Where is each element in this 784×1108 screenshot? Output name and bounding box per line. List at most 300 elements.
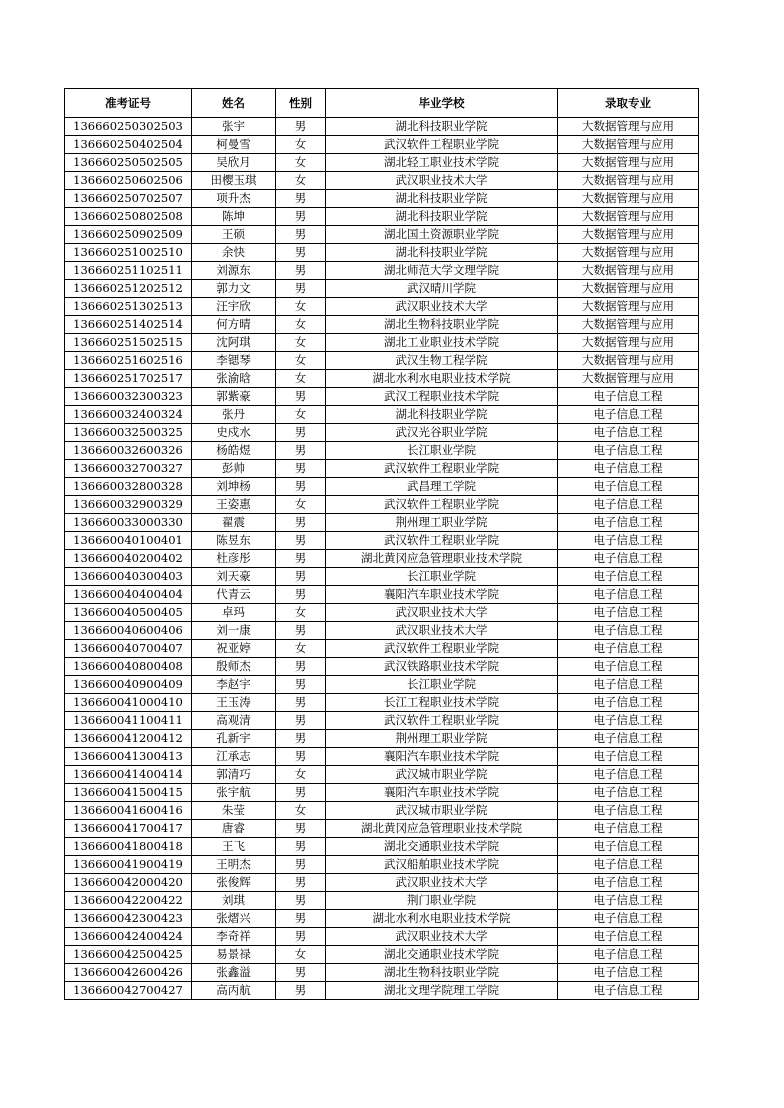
cell-gender: 男: [276, 424, 326, 442]
header-name: 姓名: [192, 89, 276, 118]
cell-school: 湖北交通职业技术学院: [326, 838, 558, 856]
cell-major: 大数据管理与应用: [558, 352, 699, 370]
cell-exam-id: 136660040500405: [65, 604, 192, 622]
cell-exam-id: 136660042000420: [65, 874, 192, 892]
cell-gender: 女: [276, 766, 326, 784]
table-header: [65, 89, 699, 118]
cell-major: 大数据管理与应用: [558, 244, 699, 262]
table-row: [65, 856, 699, 874]
cell-name: 郭清巧: [192, 766, 276, 784]
cell-school: 武汉职业技术大学: [326, 298, 558, 316]
table-row: [65, 190, 699, 208]
cell-major: 电子信息工程: [558, 676, 699, 694]
cell-gender: 男: [276, 856, 326, 874]
cell-major: 大数据管理与应用: [558, 280, 699, 298]
cell-school: 武汉软件工程职业学院: [326, 712, 558, 730]
cell-name: 项升杰: [192, 190, 276, 208]
cell-school: 湖北文理学院理工学院: [326, 982, 558, 1000]
table-row: [65, 532, 699, 550]
cell-school: 武汉城市职业学院: [326, 802, 558, 820]
cell-gender: 男: [276, 748, 326, 766]
cell-major: 电子信息工程: [558, 460, 699, 478]
cell-exam-id: 136660040900409: [65, 676, 192, 694]
cell-gender: 女: [276, 640, 326, 658]
table-row: [65, 298, 699, 316]
cell-major: 电子信息工程: [558, 442, 699, 460]
cell-exam-id: 136660041400414: [65, 766, 192, 784]
cell-major: 电子信息工程: [558, 514, 699, 532]
cell-gender: 男: [276, 730, 326, 748]
cell-gender: 男: [276, 388, 326, 406]
cell-school: 武汉职业技术大学: [326, 604, 558, 622]
cell-school: 荆州理工职业学院: [326, 514, 558, 532]
cell-exam-id: 136660251702517: [65, 370, 192, 388]
cell-gender: 女: [276, 298, 326, 316]
table-row: [65, 694, 699, 712]
table-row: [65, 676, 699, 694]
cell-exam-id: 136660032300323: [65, 388, 192, 406]
cell-gender: 男: [276, 622, 326, 640]
cell-name: 张宇航: [192, 784, 276, 802]
cell-exam-id: 136660250702507: [65, 190, 192, 208]
table-row: [65, 964, 699, 982]
cell-name: 彭帅: [192, 460, 276, 478]
cell-name: 孔新宇: [192, 730, 276, 748]
cell-school: 武汉软件工程职业学院: [326, 532, 558, 550]
cell-gender: 男: [276, 694, 326, 712]
cell-school: 武汉生物工程学院: [326, 352, 558, 370]
cell-school: 襄阳汽车职业技术学院: [326, 784, 558, 802]
table-row: [65, 424, 699, 442]
cell-school: 湖北交通职业技术学院: [326, 946, 558, 964]
cell-name: 江承志: [192, 748, 276, 766]
cell-major: 电子信息工程: [558, 964, 699, 982]
table-row: [65, 802, 699, 820]
cell-exam-id: 136660250402504: [65, 136, 192, 154]
cell-school: 武汉铁路职业技术学院: [326, 658, 558, 676]
table-row: [65, 208, 699, 226]
table-row: [65, 946, 699, 964]
cell-gender: 男: [276, 532, 326, 550]
table-row: [65, 406, 699, 424]
header-gender: 性别: [276, 89, 326, 118]
cell-gender: 女: [276, 352, 326, 370]
table-row: [65, 892, 699, 910]
cell-exam-id: 136660041000410: [65, 694, 192, 712]
cell-gender: 男: [276, 784, 326, 802]
cell-major: 电子信息工程: [558, 910, 699, 928]
cell-exam-id: 136660042400424: [65, 928, 192, 946]
cell-gender: 男: [276, 514, 326, 532]
cell-name: 李赵宇: [192, 676, 276, 694]
table-row: [65, 784, 699, 802]
cell-exam-id: 136660041900419: [65, 856, 192, 874]
cell-exam-id: 136660250602506: [65, 172, 192, 190]
cell-exam-id: 136660250502505: [65, 154, 192, 172]
table-row: [65, 334, 699, 352]
cell-school: 荆门职业学院: [326, 892, 558, 910]
cell-major: 大数据管理与应用: [558, 208, 699, 226]
cell-gender: 女: [276, 172, 326, 190]
cell-name: 王姿惠: [192, 496, 276, 514]
cell-major: 大数据管理与应用: [558, 190, 699, 208]
table-row: [65, 352, 699, 370]
cell-gender: 女: [276, 370, 326, 388]
cell-school: 湖北生物科技职业学院: [326, 964, 558, 982]
cell-exam-id: 136660042300423: [65, 910, 192, 928]
cell-name: 朱莹: [192, 802, 276, 820]
cell-school: 湖北水利水电职业技术学院: [326, 370, 558, 388]
cell-name: 王飞: [192, 838, 276, 856]
cell-major: 电子信息工程: [558, 820, 699, 838]
cell-name: 柯曼雪: [192, 136, 276, 154]
cell-major: 电子信息工程: [558, 478, 699, 496]
table-row: [65, 568, 699, 586]
cell-exam-id: 136660041300413: [65, 748, 192, 766]
table-row: [65, 910, 699, 928]
cell-major: 电子信息工程: [558, 730, 699, 748]
cell-major: 电子信息工程: [558, 388, 699, 406]
cell-exam-id: 136660251202512: [65, 280, 192, 298]
cell-exam-id: 136660032400324: [65, 406, 192, 424]
cell-name: 王玉涛: [192, 694, 276, 712]
cell-exam-id: 136660250902509: [65, 226, 192, 244]
cell-major: 电子信息工程: [558, 568, 699, 586]
cell-exam-id: 136660042500425: [65, 946, 192, 964]
cell-major: 大数据管理与应用: [558, 262, 699, 280]
cell-gender: 女: [276, 316, 326, 334]
cell-name: 殷师杰: [192, 658, 276, 676]
cell-name: 吴欣月: [192, 154, 276, 172]
admission-table: [64, 88, 699, 1000]
cell-major: 电子信息工程: [558, 982, 699, 1000]
table-row: [65, 982, 699, 1000]
cell-gender: 男: [276, 964, 326, 982]
cell-school: 湖北国土资源职业学院: [326, 226, 558, 244]
cell-major: 电子信息工程: [558, 946, 699, 964]
cell-gender: 男: [276, 568, 326, 586]
cell-name: 杨皓煜: [192, 442, 276, 460]
cell-gender: 男: [276, 928, 326, 946]
cell-gender: 男: [276, 208, 326, 226]
cell-major: 电子信息工程: [558, 640, 699, 658]
cell-school: 武昌理工学院: [326, 478, 558, 496]
cell-school: 荆州理工职业学院: [326, 730, 558, 748]
table-row: [65, 262, 699, 280]
table-row: [65, 478, 699, 496]
cell-exam-id: 136660040600406: [65, 622, 192, 640]
table-row: [65, 460, 699, 478]
cell-exam-id: 136660251402514: [65, 316, 192, 334]
cell-name: 唐睿: [192, 820, 276, 838]
cell-name: 张熠兴: [192, 910, 276, 928]
cell-school: 武汉软件工程职业学院: [326, 496, 558, 514]
table-row: [65, 604, 699, 622]
cell-major: 电子信息工程: [558, 784, 699, 802]
cell-name: 李锶琴: [192, 352, 276, 370]
cell-major: 大数据管理与应用: [558, 136, 699, 154]
table-row: [65, 550, 699, 568]
cell-major: 电子信息工程: [558, 406, 699, 424]
cell-gender: 女: [276, 334, 326, 352]
cell-gender: 男: [276, 820, 326, 838]
cell-school: 湖北师范大学文理学院: [326, 262, 558, 280]
cell-exam-id: 136660041800418: [65, 838, 192, 856]
table-row: [65, 730, 699, 748]
cell-gender: 男: [276, 190, 326, 208]
cell-gender: 女: [276, 802, 326, 820]
cell-school: 武汉职业技术大学: [326, 622, 558, 640]
cell-major: 大数据管理与应用: [558, 154, 699, 172]
cell-name: 刘一康: [192, 622, 276, 640]
cell-school: 湖北黄冈应急管理职业技术学院: [326, 820, 558, 838]
cell-school: 湖北工业职业技术学院: [326, 334, 558, 352]
cell-gender: 男: [276, 586, 326, 604]
cell-exam-id: 136660042600426: [65, 964, 192, 982]
cell-school: 湖北科技职业学院: [326, 406, 558, 424]
cell-name: 余快: [192, 244, 276, 262]
cell-school: 长江工程职业技术学院: [326, 694, 558, 712]
cell-gender: 男: [276, 910, 326, 928]
table-row: [65, 928, 699, 946]
cell-name: 高丙航: [192, 982, 276, 1000]
cell-name: 汪宇欣: [192, 298, 276, 316]
cell-exam-id: 136660251002510: [65, 244, 192, 262]
cell-exam-id: 136660032800328: [65, 478, 192, 496]
cell-exam-id: 136660032900329: [65, 496, 192, 514]
cell-exam-id: 136660250302503: [65, 118, 192, 136]
cell-exam-id: 136660042200422: [65, 892, 192, 910]
cell-major: 电子信息工程: [558, 622, 699, 640]
cell-gender: 女: [276, 946, 326, 964]
cell-name: 刘琪: [192, 892, 276, 910]
cell-school: 湖北科技职业学院: [326, 244, 558, 262]
cell-major: 电子信息工程: [558, 424, 699, 442]
cell-exam-id: 136660041100411: [65, 712, 192, 730]
cell-gender: 男: [276, 460, 326, 478]
table-row: [65, 658, 699, 676]
header-school: 毕业学校: [326, 89, 558, 118]
cell-name: 郭紫豪: [192, 388, 276, 406]
cell-exam-id: 136660251302513: [65, 298, 192, 316]
cell-school: 湖北科技职业学院: [326, 208, 558, 226]
cell-name: 祝亚婷: [192, 640, 276, 658]
table-row: [65, 388, 699, 406]
header-row: [65, 89, 699, 118]
cell-name: 刘源东: [192, 262, 276, 280]
cell-major: 电子信息工程: [558, 496, 699, 514]
cell-gender: 男: [276, 280, 326, 298]
table-row: [65, 226, 699, 244]
table-row: [65, 370, 699, 388]
cell-school: 武汉职业技术大学: [326, 874, 558, 892]
header-major: 录取专业: [558, 89, 699, 118]
cell-exam-id: 136660040200402: [65, 550, 192, 568]
cell-school: 武汉软件工程职业学院: [326, 640, 558, 658]
cell-gender: 女: [276, 406, 326, 424]
cell-name: 张宇: [192, 118, 276, 136]
cell-name: 李奇祥: [192, 928, 276, 946]
cell-gender: 男: [276, 982, 326, 1000]
table-row: [65, 838, 699, 856]
cell-name: 张鑫溢: [192, 964, 276, 982]
cell-major: 电子信息工程: [558, 838, 699, 856]
cell-gender: 男: [276, 676, 326, 694]
cell-name: 沈阿琪: [192, 334, 276, 352]
cell-exam-id: 136660032600326: [65, 442, 192, 460]
cell-gender: 男: [276, 712, 326, 730]
cell-school: 武汉工程职业技术学院: [326, 388, 558, 406]
cell-school: 湖北水利水电职业技术学院: [326, 910, 558, 928]
cell-exam-id: 136660040100401: [65, 532, 192, 550]
cell-major: 电子信息工程: [558, 712, 699, 730]
table-body: [65, 118, 699, 1000]
cell-exam-id: 136660251602516: [65, 352, 192, 370]
cell-major: 电子信息工程: [558, 604, 699, 622]
table-row: [65, 154, 699, 172]
cell-exam-id: 136660041700417: [65, 820, 192, 838]
cell-major: 电子信息工程: [558, 892, 699, 910]
table-row: [65, 442, 699, 460]
cell-exam-id: 136660033000330: [65, 514, 192, 532]
cell-school: 襄阳汽车职业技术学院: [326, 586, 558, 604]
cell-major: 大数据管理与应用: [558, 298, 699, 316]
cell-major: 大数据管理与应用: [558, 118, 699, 136]
cell-name: 刘天豪: [192, 568, 276, 586]
table-row: [65, 766, 699, 784]
cell-school: 湖北黄冈应急管理职业技术学院: [326, 550, 558, 568]
cell-major: 电子信息工程: [558, 874, 699, 892]
cell-major: 大数据管理与应用: [558, 334, 699, 352]
cell-gender: 女: [276, 154, 326, 172]
cell-name: 卓玛: [192, 604, 276, 622]
cell-exam-id: 136660251502515: [65, 334, 192, 352]
cell-name: 陈坤: [192, 208, 276, 226]
cell-name: 高观清: [192, 712, 276, 730]
cell-name: 张俊辉: [192, 874, 276, 892]
cell-name: 杜彦彤: [192, 550, 276, 568]
cell-gender: 女: [276, 496, 326, 514]
cell-exam-id: 136660040400404: [65, 586, 192, 604]
cell-school: 武汉光谷职业学院: [326, 424, 558, 442]
cell-school: 武汉晴川学院: [326, 280, 558, 298]
cell-school: 武汉软件工程职业学院: [326, 136, 558, 154]
cell-school: 湖北生物科技职业学院: [326, 316, 558, 334]
table-row: [65, 280, 699, 298]
cell-gender: 男: [276, 442, 326, 460]
cell-major: 大数据管理与应用: [558, 172, 699, 190]
cell-school: 武汉软件工程职业学院: [326, 460, 558, 478]
cell-school: 武汉职业技术大学: [326, 172, 558, 190]
cell-major: 大数据管理与应用: [558, 316, 699, 334]
cell-major: 电子信息工程: [558, 532, 699, 550]
cell-name: 王硕: [192, 226, 276, 244]
cell-major: 电子信息工程: [558, 586, 699, 604]
table-row: [65, 874, 699, 892]
cell-school: 武汉船舶职业技术学院: [326, 856, 558, 874]
cell-major: 电子信息工程: [558, 658, 699, 676]
cell-name: 何方晴: [192, 316, 276, 334]
cell-name: 易景禄: [192, 946, 276, 964]
cell-exam-id: 136660250802508: [65, 208, 192, 226]
cell-major: 电子信息工程: [558, 928, 699, 946]
cell-name: 陈昱东: [192, 532, 276, 550]
cell-major: 电子信息工程: [558, 802, 699, 820]
cell-name: 刘坤杨: [192, 478, 276, 496]
cell-name: 郭力文: [192, 280, 276, 298]
table-row: [65, 496, 699, 514]
cell-exam-id: 136660042700427: [65, 982, 192, 1000]
cell-name: 张丹: [192, 406, 276, 424]
cell-gender: 男: [276, 838, 326, 856]
cell-major: 电子信息工程: [558, 748, 699, 766]
table-row: [65, 244, 699, 262]
cell-gender: 男: [276, 550, 326, 568]
cell-school: 襄阳汽车职业技术学院: [326, 748, 558, 766]
cell-exam-id: 136660040800408: [65, 658, 192, 676]
cell-gender: 女: [276, 136, 326, 154]
cell-name: 张渝晗: [192, 370, 276, 388]
cell-school: 武汉职业技术大学: [326, 928, 558, 946]
cell-exam-id: 136660041200412: [65, 730, 192, 748]
table-row: [65, 622, 699, 640]
cell-name: 史戍水: [192, 424, 276, 442]
cell-name: 翟震: [192, 514, 276, 532]
cell-gender: 男: [276, 658, 326, 676]
cell-exam-id: 136660041600416: [65, 802, 192, 820]
cell-major: 电子信息工程: [558, 856, 699, 874]
cell-major: 大数据管理与应用: [558, 370, 699, 388]
cell-exam-id: 136660040700407: [65, 640, 192, 658]
table-row: [65, 712, 699, 730]
cell-gender: 女: [276, 604, 326, 622]
table-row: [65, 640, 699, 658]
cell-gender: 男: [276, 262, 326, 280]
cell-school: 湖北科技职业学院: [326, 118, 558, 136]
cell-gender: 男: [276, 478, 326, 496]
table-row: [65, 514, 699, 532]
table-row: [65, 748, 699, 766]
cell-gender: 男: [276, 226, 326, 244]
cell-exam-id: 136660040300403: [65, 568, 192, 586]
cell-gender: 男: [276, 874, 326, 892]
table-row: [65, 136, 699, 154]
cell-name: 王明杰: [192, 856, 276, 874]
cell-major: 电子信息工程: [558, 550, 699, 568]
table-row: [65, 820, 699, 838]
header-exam-id: 准考证号: [65, 89, 192, 118]
cell-name: 代青云: [192, 586, 276, 604]
cell-exam-id: 136660032700327: [65, 460, 192, 478]
cell-school: 长江职业学院: [326, 442, 558, 460]
cell-gender: 男: [276, 244, 326, 262]
cell-major: 大数据管理与应用: [558, 226, 699, 244]
cell-exam-id: 136660041500415: [65, 784, 192, 802]
cell-school: 湖北轻工职业技术学院: [326, 154, 558, 172]
cell-exam-id: 136660032500325: [65, 424, 192, 442]
cell-major: 电子信息工程: [558, 766, 699, 784]
table-row: [65, 172, 699, 190]
cell-gender: 男: [276, 892, 326, 910]
cell-major: 电子信息工程: [558, 694, 699, 712]
table-row: [65, 586, 699, 604]
cell-exam-id: 136660251102511: [65, 262, 192, 280]
cell-gender: 男: [276, 118, 326, 136]
cell-school: 长江职业学院: [326, 676, 558, 694]
cell-school: 武汉城市职业学院: [326, 766, 558, 784]
table-row: [65, 118, 699, 136]
cell-school: 湖北科技职业学院: [326, 190, 558, 208]
